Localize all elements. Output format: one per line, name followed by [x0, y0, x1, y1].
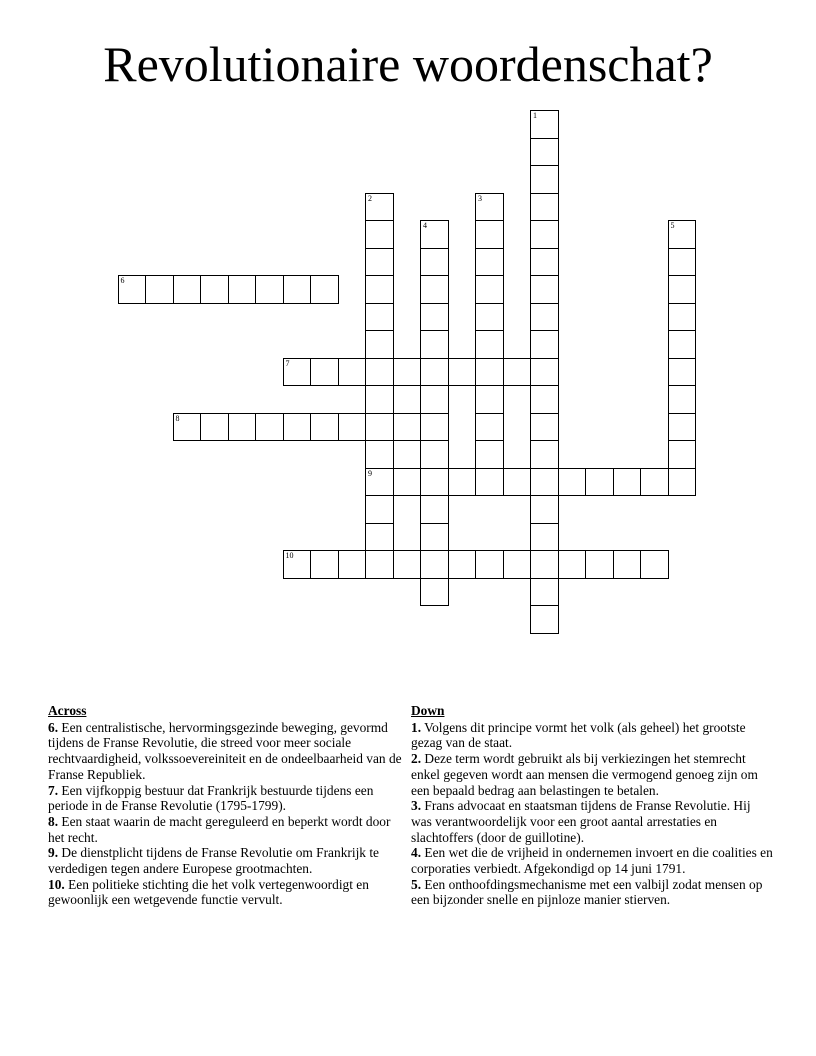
grid-cell[interactable]: [365, 550, 394, 579]
down-heading: Down: [411, 703, 445, 718]
grid-cell[interactable]: [530, 385, 559, 414]
grid-cell[interactable]: [365, 193, 394, 222]
grid-cell[interactable]: [255, 275, 284, 304]
down-clues: [411, 703, 773, 908]
grid-cell[interactable]: [283, 358, 312, 387]
grid-cell[interactable]: [530, 413, 559, 442]
grid-cell[interactable]: [475, 220, 504, 249]
grid-cell[interactable]: [420, 303, 449, 332]
grid-cell[interactable]: [503, 358, 532, 387]
grid-cell[interactable]: [475, 193, 504, 222]
grid-cell[interactable]: [118, 275, 147, 304]
grid-cell[interactable]: [530, 440, 559, 469]
cell-number: 10: [285, 551, 294, 560]
grid-cell[interactable]: [530, 165, 559, 194]
cell-number: 4: [423, 221, 427, 230]
clue-across-6: 6. Een centralistische, hervormingsgezinde beweging, gevormd tijdens de Franse Revolutie, die streed voor meer sociale rechtvaardigheid, volkssoevereiniteit en de ondeelbaarheid van de Franse Republiek.: [48, 719, 402, 782]
grid-cell[interactable]: [420, 495, 449, 524]
grid-cell[interactable]: [475, 440, 504, 469]
cell-number: 7: [285, 358, 290, 368]
grid-cell[interactable]: [668, 248, 697, 277]
grid-cell[interactable]: [310, 550, 339, 579]
grid-cell[interactable]: [420, 413, 449, 442]
grid-cell[interactable]: [365, 303, 394, 332]
grid-cell[interactable]: [145, 275, 174, 304]
cell-number: 6: [120, 276, 125, 285]
grid-cell[interactable]: [420, 385, 449, 414]
grid-cell[interactable]: [640, 550, 669, 579]
grid-cell[interactable]: [530, 495, 559, 524]
clue-down-2: 2. Deze term wordt gebruikt als bij verkiezingen het stemrecht enkel gegeven wordt aan mensen die vermogend genoeg zijn om een bepaald bedrag aan belastingen te betalen.: [411, 751, 758, 798]
clue-down-4: 4. Een wet die de vrijheid in ondernemen invoert en die coalities en corporaties verbiedt. Afgekondigd op 14 juni 1791.: [411, 845, 773, 877]
grid-cell[interactable]: [420, 275, 449, 304]
grid-cell[interactable]: [475, 275, 504, 304]
grid-cell[interactable]: [338, 550, 367, 579]
grid-cell[interactable]: [448, 468, 477, 497]
grid-cell[interactable]: [613, 550, 642, 579]
grid-cell[interactable]: [255, 413, 284, 442]
grid-cell[interactable]: [420, 550, 449, 579]
cell-number: 3: [478, 193, 482, 203]
grid-cell[interactable]: [393, 413, 422, 442]
grid-cell[interactable]: [448, 358, 477, 387]
grid-cell[interactable]: [365, 413, 394, 442]
grid-cell[interactable]: [530, 330, 559, 359]
cell-number: 8: [175, 413, 180, 423]
grid-cell[interactable]: [173, 275, 202, 304]
grid-cell[interactable]: [668, 330, 697, 359]
grid-cell[interactable]: [420, 468, 449, 497]
grid-cell[interactable]: [420, 440, 449, 469]
grid-cell[interactable]: [585, 550, 614, 579]
cell-number: 1: [533, 111, 537, 120]
grid-cell[interactable]: [530, 110, 559, 139]
clue-across-10: 10. Een politieke stichting die het volk vertegenwoordigt en gewoonlijk een wetgevende functie vervult.: [48, 876, 369, 908]
grid-cell[interactable]: [530, 578, 559, 607]
across-clues: [48, 703, 404, 908]
grid-cell[interactable]: [475, 468, 504, 497]
grid-cell[interactable]: [200, 275, 229, 304]
grid-cell[interactable]: [530, 550, 559, 579]
grid-cell[interactable]: [668, 413, 697, 442]
grid-cell[interactable]: [338, 358, 367, 387]
grid-cell[interactable]: [503, 550, 532, 579]
grid-cell[interactable]: [420, 220, 449, 249]
grid-cell[interactable]: [365, 358, 394, 387]
grid-cell[interactable]: [393, 468, 422, 497]
grid-cell[interactable]: [530, 358, 559, 387]
grid-cell[interactable]: [283, 550, 312, 579]
grid-cell[interactable]: [365, 495, 394, 524]
grid-cell[interactable]: [530, 138, 559, 167]
clue-across-8: 8. Een staat waarin de macht gereguleerd en beperkt wordt door het recht.: [48, 813, 391, 845]
grid-cell[interactable]: [420, 330, 449, 359]
grid-cell[interactable]: [310, 275, 339, 304]
grid-cell[interactable]: [420, 358, 449, 387]
grid-cell[interactable]: [530, 605, 559, 634]
grid-cell[interactable]: [283, 275, 312, 304]
grid-cell[interactable]: [200, 413, 229, 442]
grid-cell[interactable]: [530, 193, 559, 222]
grid-cell[interactable]: [365, 248, 394, 277]
grid-cell[interactable]: [668, 358, 697, 387]
cell-number: 9: [368, 468, 372, 478]
grid-cell[interactable]: [475, 550, 504, 579]
clue-down-5: 5. Een onthoofdingsmechanisme met een valbijl zodat mensen op een bijzonder snelle en pijnloze manier stierven.: [411, 876, 763, 908]
grid-cell[interactable]: [613, 468, 642, 497]
grid-cell[interactable]: [585, 468, 614, 497]
cell-number: 2: [368, 193, 372, 203]
grid-cell[interactable]: [228, 275, 257, 304]
grid-cell[interactable]: [668, 303, 697, 332]
grid-cell[interactable]: [475, 385, 504, 414]
grid-cell[interactable]: [530, 220, 559, 249]
grid-cell[interactable]: [283, 413, 312, 442]
across-heading: Across: [48, 703, 87, 718]
grid-cell[interactable]: [365, 523, 394, 552]
grid-cell[interactable]: [558, 468, 587, 497]
grid-cell[interactable]: [393, 550, 422, 579]
grid-cell[interactable]: [393, 358, 422, 387]
grid-cell[interactable]: [530, 248, 559, 277]
grid-cell[interactable]: [338, 413, 367, 442]
grid-cell[interactable]: [475, 330, 504, 359]
clue-across-7: 7. Een vijfkoppig bestuur dat Frankrijk bestuurde tijdens een periode in de Franse Revolutie (1795-1799).: [48, 782, 374, 814]
clue-across-9: 9. De dienstplicht tijdens de Franse Revolutie om Frankrijk te verdedigen tegen andere Europese grootmachten.: [48, 845, 380, 877]
grid-cell[interactable]: [448, 550, 477, 579]
grid-cell[interactable]: [365, 330, 394, 359]
cell-number: 5: [670, 221, 675, 230]
grid-cell[interactable]: [530, 275, 559, 304]
grid-cell[interactable]: [475, 248, 504, 277]
clue-down-3: 3. Frans advocaat en staatsman tijdens de Franse Revolutie. Hij was verantwoordelijk voor een groot aantal arrestaties en slachtoffers (door de guillotine).: [411, 798, 751, 845]
grid-cell[interactable]: [668, 468, 697, 497]
grid-cell[interactable]: [668, 275, 697, 304]
grid-cell[interactable]: [475, 303, 504, 332]
grid-cell[interactable]: [228, 413, 257, 442]
grid-cell[interactable]: [420, 578, 449, 607]
grid-cell[interactable]: [475, 358, 504, 387]
grid-cell[interactable]: [310, 358, 339, 387]
grid-cell[interactable]: [173, 413, 202, 442]
grid-cell[interactable]: [668, 440, 697, 469]
grid-cell[interactable]: [558, 550, 587, 579]
grid-cell[interactable]: [365, 275, 394, 304]
grid-cell[interactable]: [640, 468, 669, 497]
grid-cell[interactable]: [365, 440, 394, 469]
grid-cell[interactable]: [530, 303, 559, 332]
grid-cell[interactable]: [420, 523, 449, 552]
grid-cell[interactable]: [365, 468, 394, 497]
grid-cell[interactable]: [420, 248, 449, 277]
grid-cell[interactable]: [503, 468, 532, 497]
grid-cell[interactable]: [475, 413, 504, 442]
grid-cell[interactable]: [310, 413, 339, 442]
clue-down-1: 1. Volgens dit principe vormt het volk (als geheel) het grootste gezag van de staat.: [411, 719, 746, 751]
grid-cell[interactable]: [365, 385, 394, 414]
grid-cell[interactable]: [530, 523, 559, 552]
grid-cell[interactable]: [668, 385, 697, 414]
grid-cell[interactable]: [668, 220, 697, 249]
puzzle-title: Revolutionaire woordenschat?: [103, 36, 713, 92]
grid-cell[interactable]: [530, 468, 559, 497]
grid-cell[interactable]: [365, 220, 394, 249]
